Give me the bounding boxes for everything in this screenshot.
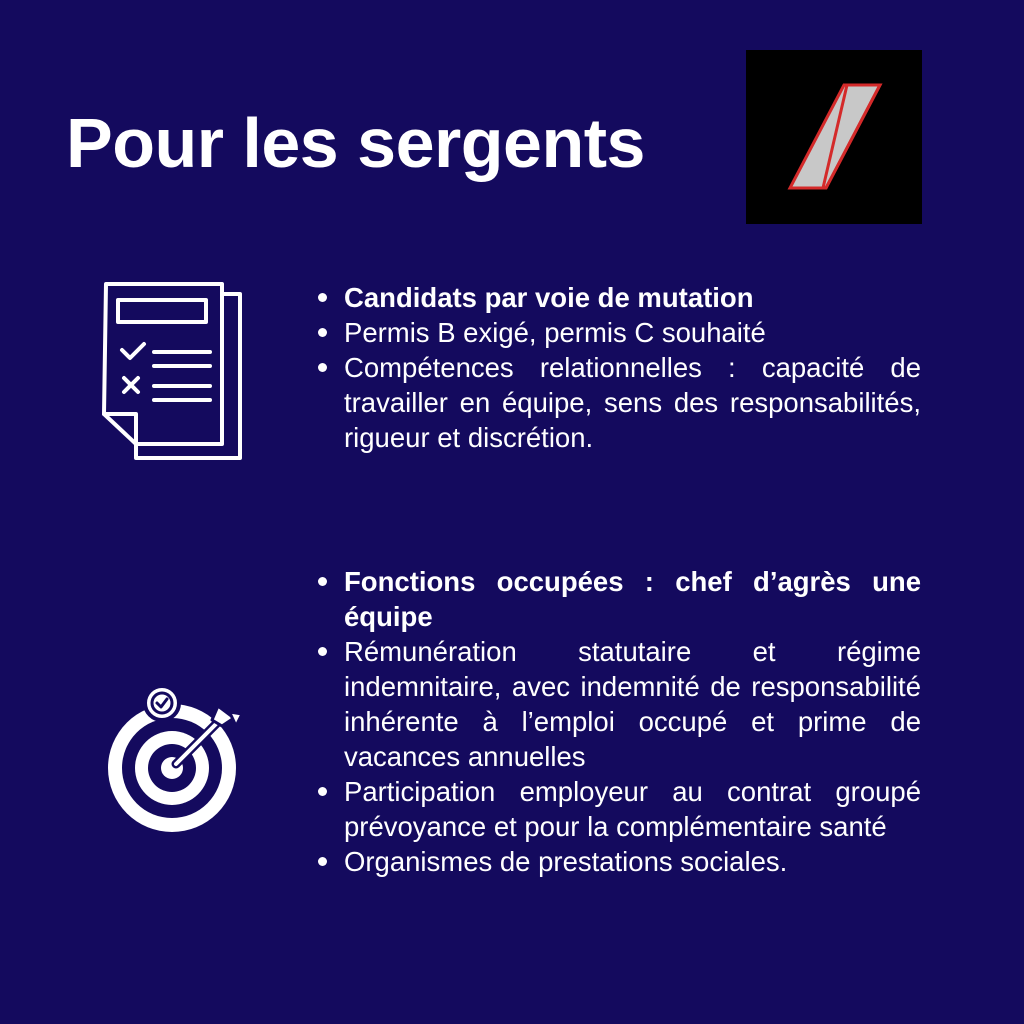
list-item: Fonctions occupées : chef d’agrès une équipe [314, 564, 921, 634]
page-title: Pour les sergents [66, 104, 645, 182]
rank-stripe-icon [746, 50, 922, 224]
list-item: Organismes de prestations sociales. [314, 844, 921, 879]
list-item: Candidats par voie de mutation [314, 280, 921, 315]
list-item: Participation employeur au contrat groupé prévoyance et pour la complémentaire santé [314, 774, 921, 844]
benefits-list [314, 564, 921, 879]
list-item: Rémunération statutaire et régime indemnitaire, avec indemnité de responsabilité inhérente à l’emploi occupé et prime de vacances annuelles [314, 634, 921, 774]
target-arrow-icon [100, 686, 248, 836]
rank-badge [746, 50, 922, 224]
list-item: Compétences relationnelles : capacité de travailler en équipe, sens des responsabilités, rigueur et discrétion. [314, 350, 921, 455]
requirements-list [314, 280, 921, 455]
document-checklist-icon [100, 280, 248, 462]
list-item: Permis B exigé, permis C souhaité [314, 315, 921, 350]
